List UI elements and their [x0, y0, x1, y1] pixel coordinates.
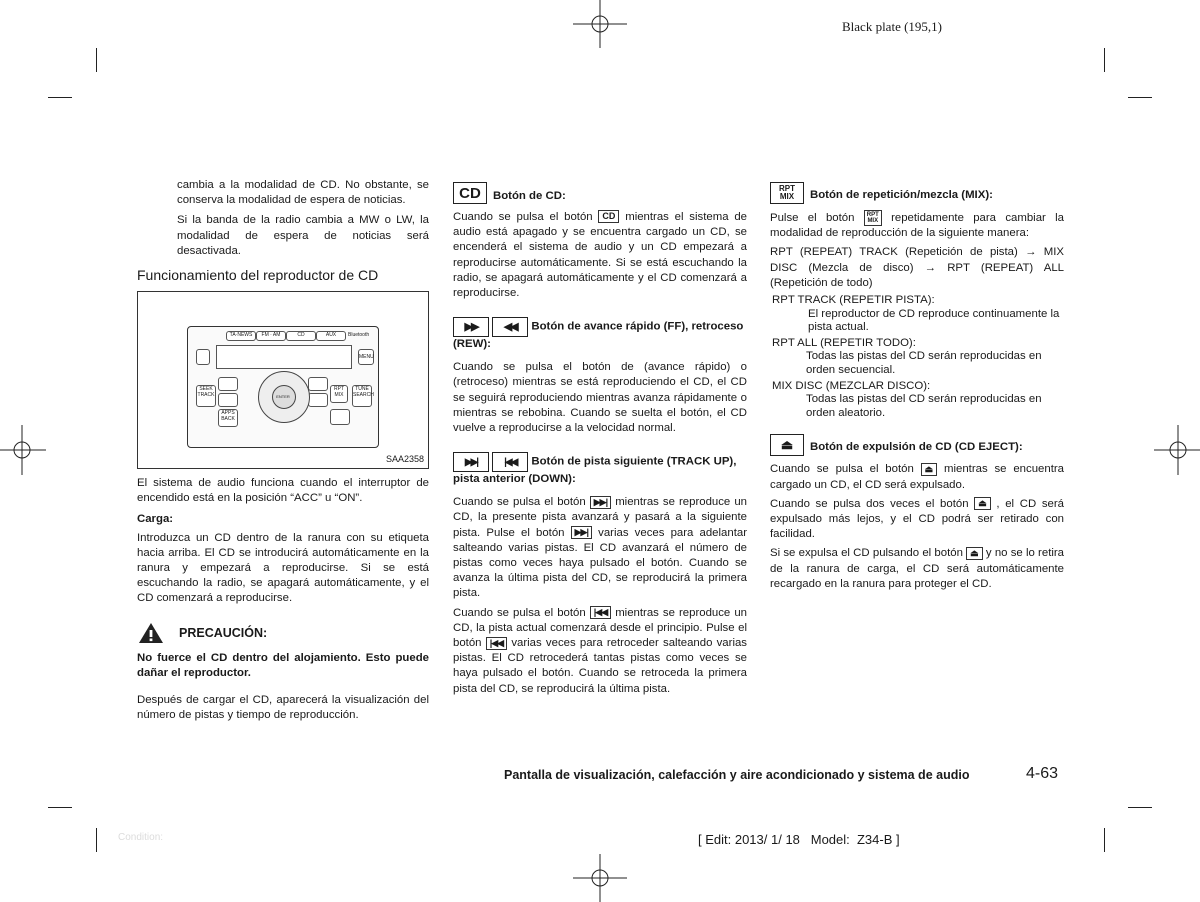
paragraph: Después de cargar el CD, aparecerá la visualización del número de pistas y tiempo de reproducción. — [137, 694, 429, 722]
cd-button: CD — [286, 331, 316, 341]
prev-text: Cuando se pulsa el botón |◀◀ mientras se reproduce un CD, la pista actual comenzará desde el principio. Pulse el botón |◀◀ varias veces para retroceder salteando varias pistas. El CD retrocederá tantas pistas como veces se haya pulsado el botón. Cuando se retroceda la primera pista del CD, se reproducirá la última pista. — [453, 606, 748, 695]
registration-mark-icon — [0, 420, 46, 480]
power-button — [196, 349, 210, 365]
next-inline-key: ▶▶| — [590, 496, 611, 509]
ta-button: TA·NEWS — [226, 331, 256, 341]
cd-heading — [453, 182, 747, 204]
eject-heading — [770, 434, 1064, 456]
page-number: 4-63 — [1026, 765, 1059, 782]
crop-mark — [48, 807, 72, 808]
rpt-sequence: RPT (REPEAT) TRACK (Repetición de pista) → MIX DISC (Mezcla de disco) → RPT (REPEAT) ALL (Repetición de todo) — [770, 246, 1064, 289]
fm-am-button: FM · AM — [256, 331, 286, 341]
crop-mark — [1104, 828, 1105, 852]
rpt-mix-button: RPT MIX — [330, 385, 348, 403]
enter-label: ENTER — [276, 394, 290, 399]
edit-info: [ Edit: 2013/ 1/ 18 Model: Z34-B ] — [698, 832, 900, 847]
warning-icon — [137, 621, 165, 645]
carga-heading: Carga: — [137, 513, 174, 526]
crop-mark — [96, 828, 97, 852]
preset-button — [308, 393, 328, 407]
cd-inline-key: CD — [598, 210, 619, 223]
seek-button: SEEK TRACK — [196, 385, 216, 407]
paragraph: El sistema de audio funciona cuando el interruptor de encendido está en la posición “ACC” u “ON”. — [137, 477, 429, 505]
ff-title: Botón de avance rápido (FF), retroceso (REW): — [453, 320, 744, 351]
next-track-icon: ▶▶| — [453, 452, 489, 472]
caution-heading — [137, 621, 429, 645]
condition-label: Condition: — [118, 832, 164, 843]
next-text: Cuando se pulsa el botón ▶▶| mientras se reproduce un CD, la presente pista avanzará y pasará a la siguiente pista. Pulse el botón ▶▶| varias veces para adelantar salteando varias pistas. El CD avanzará el número de pistas como veces haya pulsado el botón. Cuando se avanza la última pista del CD, se reproducirá la primera pista. — [453, 496, 747, 600]
rpt-inline-key: RPT MIX — [864, 210, 882, 226]
prev-inline-key: |◀◀ — [590, 606, 611, 619]
mode-item: RPT ALL (REPETIR TODO): Todas las pistas del CD serán reproducidas en orden secuencial. — [772, 336, 1042, 376]
eject-text: Cuando se pulsa el botón ⏏ mientras se encuentra cargado un CD, el CD será expulsado. — [770, 463, 1064, 491]
crop-mark — [1128, 807, 1152, 808]
cd-slot — [216, 345, 352, 369]
preset-button — [330, 409, 350, 425]
eject-icon: ⏏ — [770, 434, 804, 456]
caution-title: PRECAUCIÓN: — [179, 625, 268, 640]
section-title: Funcionamiento del reproductor de CD — [137, 267, 379, 284]
intro-paragraph: Si la banda de la radio cambia a MW o LW, la modalidad de espera de noticias será desactivada. — [177, 214, 429, 257]
ff-text: Cuando se pulsa el botón de (avance rápido) o (retroceso) mientras se está reproduciendo el CD, el CD se seguirá reproduciendo mientras avanza rápidamente o mientras se rebobina. Cuando se suelta el botón, el CD vuelve a reproducirse a la velocidad normal. — [453, 361, 747, 435]
aux-button: AUX — [316, 331, 346, 341]
preset-button — [218, 393, 238, 407]
crop-mark — [1128, 97, 1152, 98]
mode-item: MIX DISC (MEZCLAR DISCO): Todas las pistas del CD serán reproducidas en orden aleatorio. — [772, 379, 1042, 419]
ff-heading — [453, 317, 747, 352]
registration-mark-icon — [565, 852, 635, 902]
menu-button: MENU — [358, 349, 374, 365]
registration-mark-icon — [1154, 420, 1200, 480]
caution-text: No fuerce el CD dentro del alojamiento. Esto puede dañar el reproductor. — [137, 651, 429, 679]
eject-text: Cuando se pulsa dos veces el botón ⏏ , el CD será expulsado más lejos, y el CD podrá ser retirado con facilidad. — [770, 497, 1064, 541]
plate-label: Black plate (195,1) — [842, 19, 942, 34]
figure-code: SAA2358 — [385, 454, 424, 464]
column-1-lower — [137, 476, 429, 723]
cd-title: Botón de CD: — [493, 190, 566, 202]
eject-inline-key: ⏏ — [974, 497, 991, 510]
rewind-icon: ◀◀ — [492, 317, 528, 337]
eject-inline-key: ⏏ — [966, 547, 983, 560]
intro-paragraph: cambia a la modalidad de CD. No obstante, se conserva la modalidad de espera de noticias. — [177, 179, 429, 207]
track-heading — [453, 452, 747, 487]
next-inline-key: ▶▶| — [571, 526, 592, 539]
bluetooth-label: Bluetooth — [348, 332, 370, 338]
footer-section-title: Pantalla de visualización, calefacción y aire acondicionado y sistema de audio — [504, 768, 970, 782]
crop-mark — [96, 48, 97, 72]
eject-text: Si se expulsa el CD pulsando el botón ⏏ y no se lo retira de la ranura de carga, el CD será automáticamente recargado en la ranura para proteger el CD. — [770, 547, 1065, 590]
tune-button: TUNE SEARCH — [352, 385, 372, 407]
crop-mark — [1104, 48, 1105, 72]
column-3 — [770, 182, 1064, 592]
fast-forward-icon: ▶▶ — [453, 317, 489, 337]
preset-button — [218, 377, 238, 391]
rpt-title: Botón de repetición/mezcla (MIX): — [810, 189, 993, 201]
eject-title: Botón de expulsión de CD (CD EJECT): — [810, 441, 1023, 454]
eject-inline-key: ⏏ — [921, 463, 938, 476]
column-2 — [453, 182, 747, 697]
mode-item: RPT TRACK (REPETIR PISTA): El reproductor de CD reproduce continuamente la pista actual. — [772, 294, 1060, 334]
cd-key-icon: CD — [453, 182, 487, 204]
column-1 — [137, 178, 429, 283]
rpt-mix-key-icon: RPT MIX — [770, 182, 804, 204]
previous-track-icon: |◀◀ — [492, 452, 528, 472]
track-title: Botón de pista siguiente (TRACK UP), pista anterior (DOWN): — [453, 455, 737, 486]
rpt-heading — [770, 182, 1064, 204]
carga-text: Introduzca un CD dentro de la ranura con su etiqueta hacia arriba. El CD se introducirá automáticamente en la ranura y empezará a reproducirse. Si se está escuchando la radio, se apagará automáticamente, y el CD comenzará a reproducirse. — [137, 531, 429, 605]
prev-inline-key: |◀◀ — [486, 637, 507, 650]
apps-button: APPS BACK — [218, 409, 238, 427]
preset-button — [308, 377, 328, 391]
audio-unit-illustration — [187, 326, 379, 448]
registration-mark-icon — [565, 0, 635, 50]
mode-list — [770, 294, 1064, 420]
radio-figure — [137, 291, 429, 469]
rpt-text: Pulse el botón RPT MIX repetidamente para cambiar la modalidad de reproducción de la siguiente manera: — [770, 212, 1064, 240]
crop-mark — [48, 97, 72, 98]
cd-text: Cuando se pulsa el botón CD mientras el sistema de audio está apagado y se encuentra cargado un CD, se encenderá el sistema de audio y un CD empezará a reproducirse automáticamente. Si se está escuchando la radio, se apagará automáticamente y el CD comenzará a reproducirse. — [453, 211, 747, 300]
